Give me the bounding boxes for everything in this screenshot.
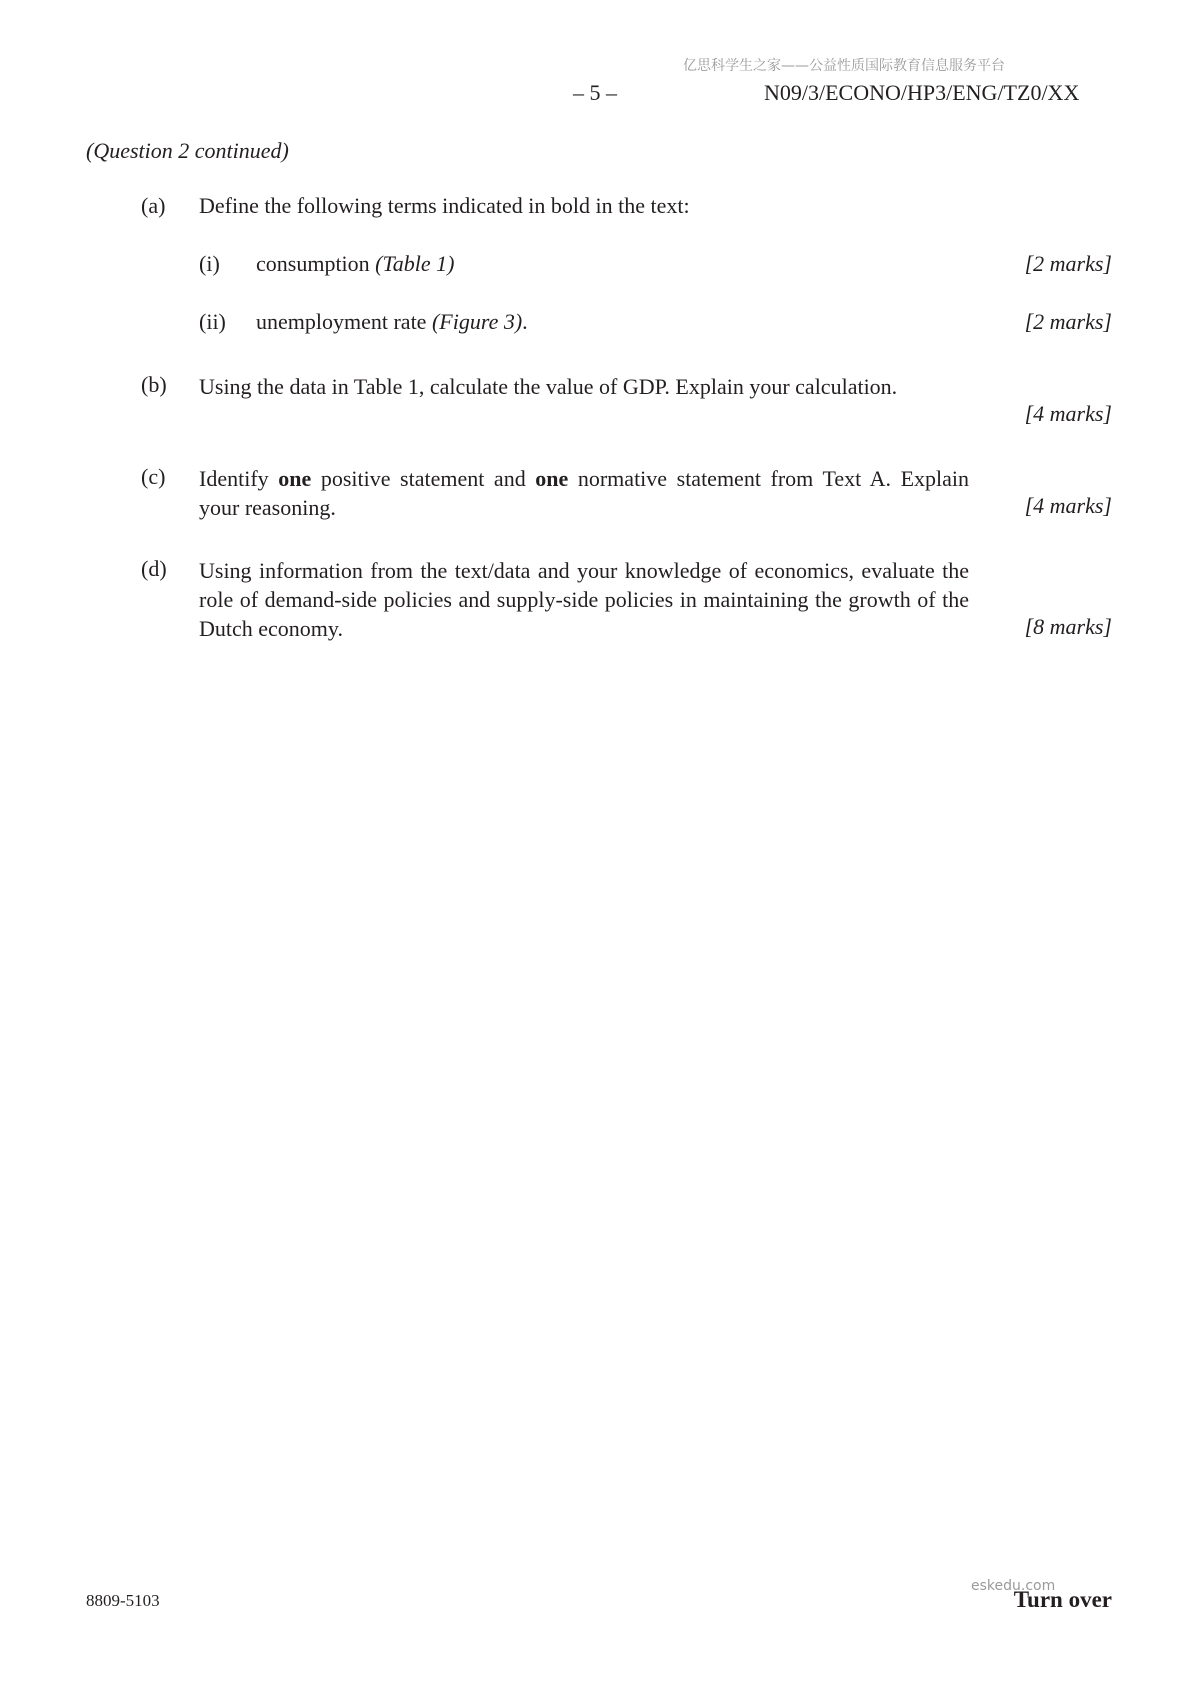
part-c-bold-one-1: one (278, 466, 312, 491)
subpart-i-text (256, 251, 454, 277)
subpart-ii-ref: (Figure 3) (431, 309, 523, 334)
turn-over-label: Turn over (1013, 1587, 1112, 1612)
question-continued-label: (Question 2 continued) (86, 138, 289, 163)
subpart-ii-period: . (522, 309, 528, 334)
part-c-text-1: Identify (199, 466, 279, 491)
part-d-text: Using information from the text/data and your knowledge of economics, evaluate the role of demand-side policies and supply-side policies in maintaining the growth of the Dutch economy. (199, 558, 969, 641)
part-a-label: (a) (141, 193, 166, 218)
subpart-ii-label: (ii) (199, 309, 226, 334)
part-d-marks: [8 marks] (1024, 614, 1112, 639)
footer-code: 8809-5103 (86, 1591, 160, 1610)
subpart-ii-marks: [2 marks] (1024, 309, 1112, 334)
part-c-marks: [4 marks] (1024, 493, 1112, 518)
part-d-label: (d) (141, 556, 167, 581)
part-c-text (199, 464, 969, 522)
part-c-text-2: positive statement and (311, 466, 536, 491)
subpart-i-term: consumption (256, 251, 370, 276)
part-c-bold-one-2: one (535, 466, 569, 491)
part-b-text: Using the data in Table 1, calculate the value of GDP. Explain your calculation. (199, 374, 898, 399)
subpart-ii-text (256, 309, 528, 335)
subpart-i-label: (i) (199, 251, 220, 276)
part-a-text: Define the following terms indicated in bold in the text: (199, 193, 690, 218)
watermark-header: 亿思科学生之家——公益性质国际教育信息服务平台 (683, 58, 1005, 74)
page-number: – 5 – (573, 80, 617, 105)
part-c-text-3: normative statement from Text A. Explain your reasoning. (199, 466, 969, 520)
paper-code: N09/3/ECONO/HP3/ENG/TZ0/XX (764, 80, 1080, 105)
part-b-marks: [4 marks] (1024, 401, 1112, 426)
subpart-ii-term: unemployment rate (256, 309, 427, 334)
subpart-i-marks: [2 marks] (1024, 251, 1112, 276)
subpart-i-ref: (Table 1) (375, 251, 455, 276)
watermark-footer: eskedu.com (971, 1578, 1056, 1594)
part-c-label: (c) (141, 464, 166, 489)
part-b-label: (b) (141, 372, 167, 397)
